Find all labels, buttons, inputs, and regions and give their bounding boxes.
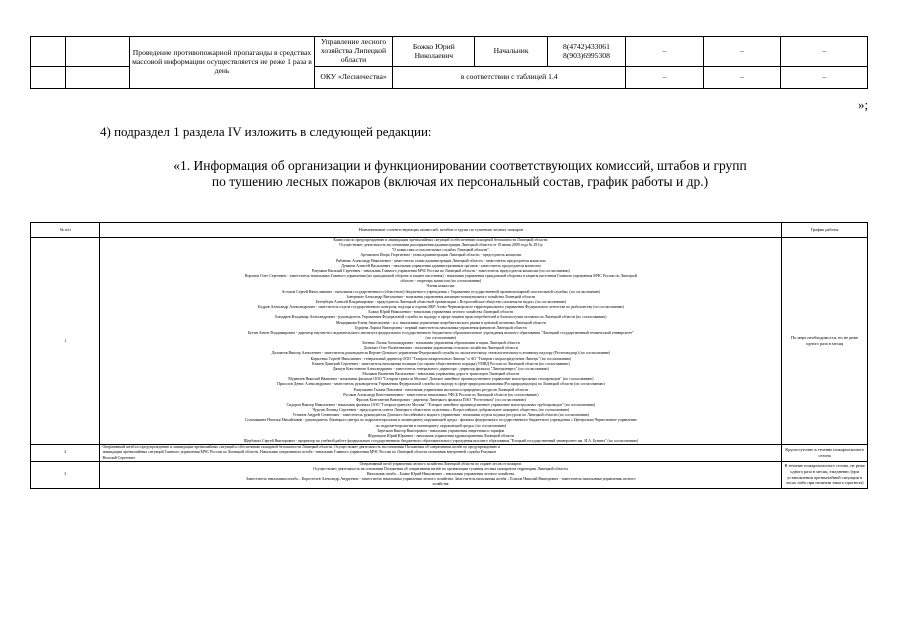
- phone-1: 8(4742)433061: [563, 41, 610, 51]
- row-content-line: Заместитель начальника штаба – Коростелев Александр Андреевич - заместитель начальника управления лесного хозяйства. Заместитель начальника штаба – Есипов Николай Викторович - заместитель начальника управления лесного: [246, 477, 636, 482]
- phone-cell: [547, 37, 625, 67]
- row-content-line: Василий Сергеевич: [102, 455, 135, 460]
- row-number: 3: [31, 461, 100, 488]
- row-content-line: Начальник штаба – Божко Юрий Николаевич – начальник управления лесного хозяйства.: [366, 472, 515, 477]
- row-content-line: по гидрометеорологии и мониторингу окружающей среды» (по согласованию): [375, 423, 507, 428]
- row-content-line: Рябченко Александр Николаевич - заместитель главы администрации Липецкой области - заместитель председателя комиссии: [336, 258, 546, 263]
- row-content-line: Шуршуков Юрий Юрьевич - начальник управления здравоохранения Липецкой области: [367, 433, 515, 438]
- row-content-line: Артамонов Игорь Георгиевич - глава администрации Липецкой области - председатель комиссии: [360, 253, 522, 258]
- row-schedule: Круглосуточно в течение пожароопасного сезона: [782, 445, 868, 461]
- sub-instruction: 4) подраздел 1 раздела IV изложить в следующей редакции:: [100, 124, 432, 139]
- empty-cell: [31, 37, 66, 67]
- empty-cell: [31, 67, 66, 89]
- phone-2: 8(903)6995308: [563, 50, 610, 60]
- header-num: № п/п: [31, 223, 100, 238]
- position-cell: Начальник: [475, 37, 547, 67]
- row-content-line: "О комиссиях и спасательных службах Липецкой области".: [391, 248, 490, 253]
- table-row: [31, 445, 868, 461]
- row-content-line: Берёзкин Виктор Викторович - начальник управления энергетики и тарифов: [377, 428, 505, 433]
- empty-cell: [66, 67, 130, 89]
- person-cell: Божко Юрий Николаевич: [393, 37, 475, 67]
- row-content-line: Мещерякова Елена Анатольевна - и.о. начальника управления потребительского рынка и ценовой политики Липецкой области: [335, 320, 546, 325]
- row-content-line: Устинов Андрей Семенович - заместитель руководителя Донского бассейнового водного управления - начальник отдела водных ресурсов по Липецкой области (по согласованию): [292, 413, 590, 418]
- dash-cell: –: [626, 37, 704, 67]
- heading-line: по тушению лесных пожаров (включая их персональный состав, график работы и др.): [211, 174, 709, 190]
- row-content-line: Русаков Александр Константинович - заместитель начальника УФСБ России по Липецкой области (по согласованию): [343, 392, 539, 397]
- org-cell: Управление лесного хозяйства Липецкой области: [314, 37, 392, 67]
- row-content-line: Донских Олег Валентинович - начальник управления сельского хозяйства Липецкой области: [363, 346, 518, 351]
- row-content-line: Зотенко Лилия Александровна - начальник управления образования и науки Липецкой области: [362, 341, 520, 346]
- table-body: [31, 238, 868, 489]
- header-name: Наименование соответствующих комиссий, штабов и групп по тушению лесных пожаров: [100, 223, 782, 238]
- row-content-line: Маликов Валентин Васильевич - начальник управления дорог и транспорта Липецкой области: [362, 372, 520, 377]
- row-content-line: Карасенко Сергей Николаевич - генеральный директор ООО "Газпром межрегионгаз Липецк" и АО "Газпром газораспределение Липецк" (по согласованию): [310, 356, 572, 361]
- row-content-line: Долматов Виктор Алексеевич - заместитель руководителя Верхне-Донского управления Федеральной службы по экологическому, технологическому и атомному надзору (Ростехнадзор) (по согласованию): [271, 351, 611, 356]
- row-content: [100, 238, 782, 445]
- row-content: [100, 445, 782, 461]
- row-number: 1: [31, 238, 100, 445]
- row-content-line: Муравлёв Николай Иванович - начальник филиала ООО "Газпром трансгаз Москва" Донское линейное производственное управление магистральных газопроводов" (по согласованию): [288, 377, 594, 382]
- dash-cell: –: [781, 67, 868, 89]
- per-table-cell: в соответствии с таблицей 1.4: [393, 67, 626, 89]
- row-content-line: Бодров Александр Александрович - заместитель отдела государственного контроля, надзора и охраны ВБР Азово-Черноморского территориального управления Федерального агентства по рыболовству (по согласованию): [257, 305, 624, 310]
- row-schedule: По мере необходимости, но не реже одного раза в месяц: [782, 238, 868, 445]
- row-content-line: Бурцева Лариса Викторовна - первый заместитель начальника управления финансов Липецкой области: [355, 325, 527, 330]
- row-content: [100, 461, 782, 488]
- row-content-line: Разумков Василий Сергеевич - начальник Главного управления МЧС России по Липецкой области - заместитель председателя комиссии (по согласованию): [311, 268, 570, 273]
- table-header-row: [31, 223, 868, 238]
- closing-quote: »;: [858, 97, 869, 112]
- row-content-line: Дячкун Константин Александрович - заместитель генерального директора - директор филиала "Липецкэнерго" (по согласованию): [332, 366, 549, 371]
- row-content-line: Фролов Константин Викторович - директор Липецкого филиала ПАО "Ростелеком" (по согласованию): [355, 397, 526, 402]
- empty-cell: [66, 37, 130, 67]
- row-content-line: Оперативный штаб управления лесного хозяйства Липецкой области по охране лесов от пожаров.: [359, 461, 523, 466]
- dash-cell: –: [703, 67, 781, 89]
- row-content-line: Божко Юрий Николаевич - начальник управления лесного хозяйства Липецкой области: [368, 310, 514, 315]
- dash-cell: –: [626, 67, 704, 89]
- row-content-line: Дуванов Алексей Васильевич - начальник управления административных органов - заместитель председателя комиссии: [341, 263, 541, 268]
- row-content-line: Щербатых Сергей Викторович - проректор по учебной работе федерального государственного бюджетного образовательного учреждения высшего образования "Елецкий государственный университет им. И.А. Бунина" (по согласованию): [243, 439, 639, 444]
- row-content-line: области - секретарь комиссии (по согласованию): [400, 279, 482, 284]
- row-content-line: ликвидации чрезвычайных ситуаций Главного управления МЧС России по Липецкой области. Начальник оперативного штаба - начальник Главного управления МЧС России по Липецкой области полковник внутренней службы Разумков: [102, 450, 496, 455]
- dash-cell: –: [703, 37, 781, 67]
- row-content-line: Князев Дмитрий Сергеевич - заместитель начальника полиции (по охране общественного порядка) УМВД России по Липецкой области (по согласованию): [312, 361, 570, 366]
- row-number: 2: [31, 445, 100, 461]
- row-content-line: (по согласованию): [425, 335, 457, 340]
- row-content-line: Осуществляет деятельность на основании распоряжения администрации Липецкой области от 19 июня 2009 года № 291-р: [339, 243, 543, 248]
- header-schedule: График работы: [782, 223, 868, 238]
- row-content-line: Прасолов Денис Александрович - заместитель руководителя Управления Федеральной службы по надзору в сфере природопользования (Росприроднадзора) по Липецкой области (по согласованию): [276, 382, 605, 387]
- commissions-table: [30, 222, 868, 489]
- dash-cell: –: [781, 37, 868, 67]
- heading-line: «1. Информация об организации и функционировании соответствующих комиссий, штабов и групп: [173, 158, 747, 173]
- row-content-line: Члены комиссии:: [426, 284, 456, 289]
- org-cell-2: ОКУ «Лесничества»: [314, 67, 392, 89]
- activity-cell: Проведение противопожарной пропаганды в средствах массовой информации осуществляется не реже 1 раза в день: [130, 37, 315, 89]
- previous-table-fragment: [30, 36, 868, 89]
- row-content-line: Оперативный штаб по предупреждению и ликвидации чрезвычайных ситуаций и обеспечению пожарной безопасности Липецкой области. Осуществляет деятельность на основании Положения об оперативном штабе по предупреждению и: [102, 445, 501, 450]
- row-content-line: Астахов Сергей Вячеславович - начальник государственного (областного) бюджетного учреждения « Управление государственной противопожарной спасательной службы» (по согласованию): [281, 289, 600, 294]
- row-content-line: Ромушкина Галина Павловна - начальник управления экологии и природных ресурсов Липецкой области: [353, 387, 529, 392]
- row-content-line: Воронов Олег Сергеевич - заместитель начальника Главного управления (по гражданской обороне и защите населения) - начальник управления гражданской обороны и защиты населения Главного управления МЧС России по Липецкой: [244, 274, 637, 279]
- table-row: [31, 238, 868, 445]
- row-content-line: Соломыкина Наталья Михайловна - руководитель Липецкого центра по гидрометеорологии и мониторингу окружающей среды - филиала федерального государственного бюджетного учреждения « Центрально-Черноземное управление: [244, 418, 637, 423]
- row-schedule: В течение пожароопасного сезона, не реже одного раза в месяц, ежедневно (при установлении чрезвычайной ситуации в лесах либо при наличии такого прогноза): [782, 461, 868, 488]
- row-content-line: Бутин Антон Владимирович - директор научно-исследовательского института федерального государственного бюджетного образовательного учреждения высшего образования "Липецкий государственный технический университет": [247, 330, 634, 335]
- row-content-line: Сидоров Виктор Николаевич - начальник филиала ООО "Газпром трансгаз Москва" "Елецкое линейное производственное управление магистральных трубопроводов" (по согласованию): [286, 403, 596, 407]
- row-content-line: Бетнубцев Алексей Владимирович - председатель Липецкой областной организации « Всероссийское общество спасания на водах» (по согласованию): [315, 299, 566, 304]
- table-row: [31, 461, 868, 488]
- row-content-line: Бондарев Владимир Александрович - руководитель Управления Федеральной службы по надзору в сфере защиты прав потребителей и благополучия человека по Липецкой области (по согласованию): [275, 315, 607, 320]
- row-content-line: Зоверткин Александр Витальевич - начальник управления жилищно-коммунального хозяйства Липецкой области: [346, 294, 536, 299]
- row-content-line: Осуществляет деятельность на основании Положения об оперативном штабе по организации тушения лесных пожаров на территории Липецкой области.: [313, 466, 569, 471]
- row-content-line: Комиссия по предупреждению и ликвидации чрезвычайных ситуаций и обеспечению пожарной безопасности Липецкой области.: [333, 238, 549, 242]
- section-heading: [110, 158, 810, 191]
- row-content-line: Чурсин Леонид Сергеевич - председатель совета Липецкого областного отделения « Всероссийское добровольное пожарное общество» (по согласованию): [312, 408, 570, 413]
- row-content-line: хозяйства.: [432, 482, 450, 487]
